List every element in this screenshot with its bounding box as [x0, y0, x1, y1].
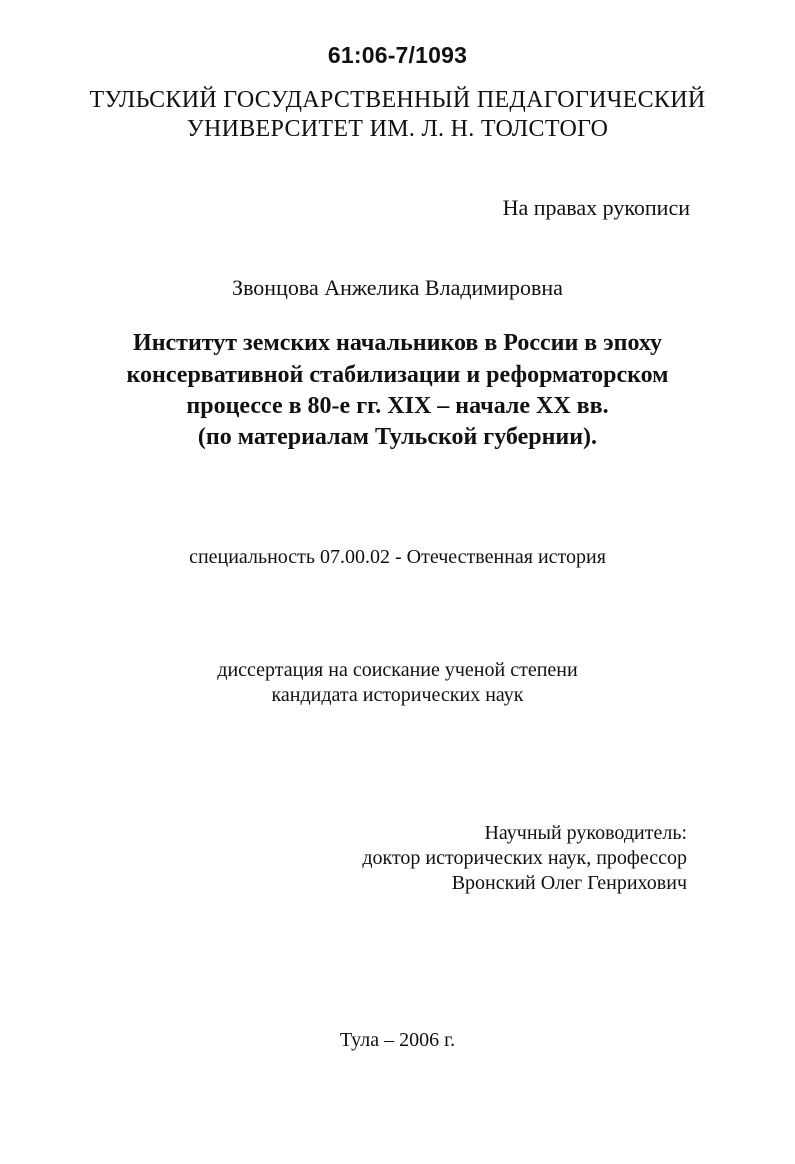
author-name: Звонцова Анжелика Владимировна: [232, 275, 563, 300]
supervisor-name: Вронский Олег Генрихович: [451, 872, 687, 894]
university-name-line-2: УНИВЕРСИТЕТ ИМ. Л. Н. ТОЛСТОГО: [186, 116, 609, 142]
dissertation-type-line-1: диссертация на соискание ученой степени: [217, 659, 578, 681]
supervisor-degree: доктор исторических наук, профессор: [362, 847, 687, 869]
specialty: специальность 07.00.02 - Отечественная история: [189, 546, 606, 568]
dissertation-title-line-1: Институт земских начальников в России в эпоху: [133, 330, 662, 356]
university-name-line-1: ТУЛЬСКИЙ ГОСУДАРСТВЕННЫЙ ПЕДАГОГИЧЕСКИЙ: [89, 87, 706, 113]
dissertation-title-line-2: консервативной стабилизации и реформаторском: [126, 362, 669, 388]
catalog-code: 61:06-7/1093: [327, 42, 468, 68]
dissertation-title-line-3: процессе в 80-е гг. XIX – начале XX вв.: [186, 393, 609, 419]
dissertation-type-line-2: кандидата исторических наук: [271, 684, 524, 706]
place-and-year: Тула – 2006 г.: [339, 1029, 456, 1051]
manuscript-rights-note: На правах рукописи: [502, 195, 690, 220]
dissertation-title-line-4: (по материалам Тульской губернии).: [197, 424, 598, 450]
supervisor-label: Научный руководитель:: [484, 822, 687, 844]
